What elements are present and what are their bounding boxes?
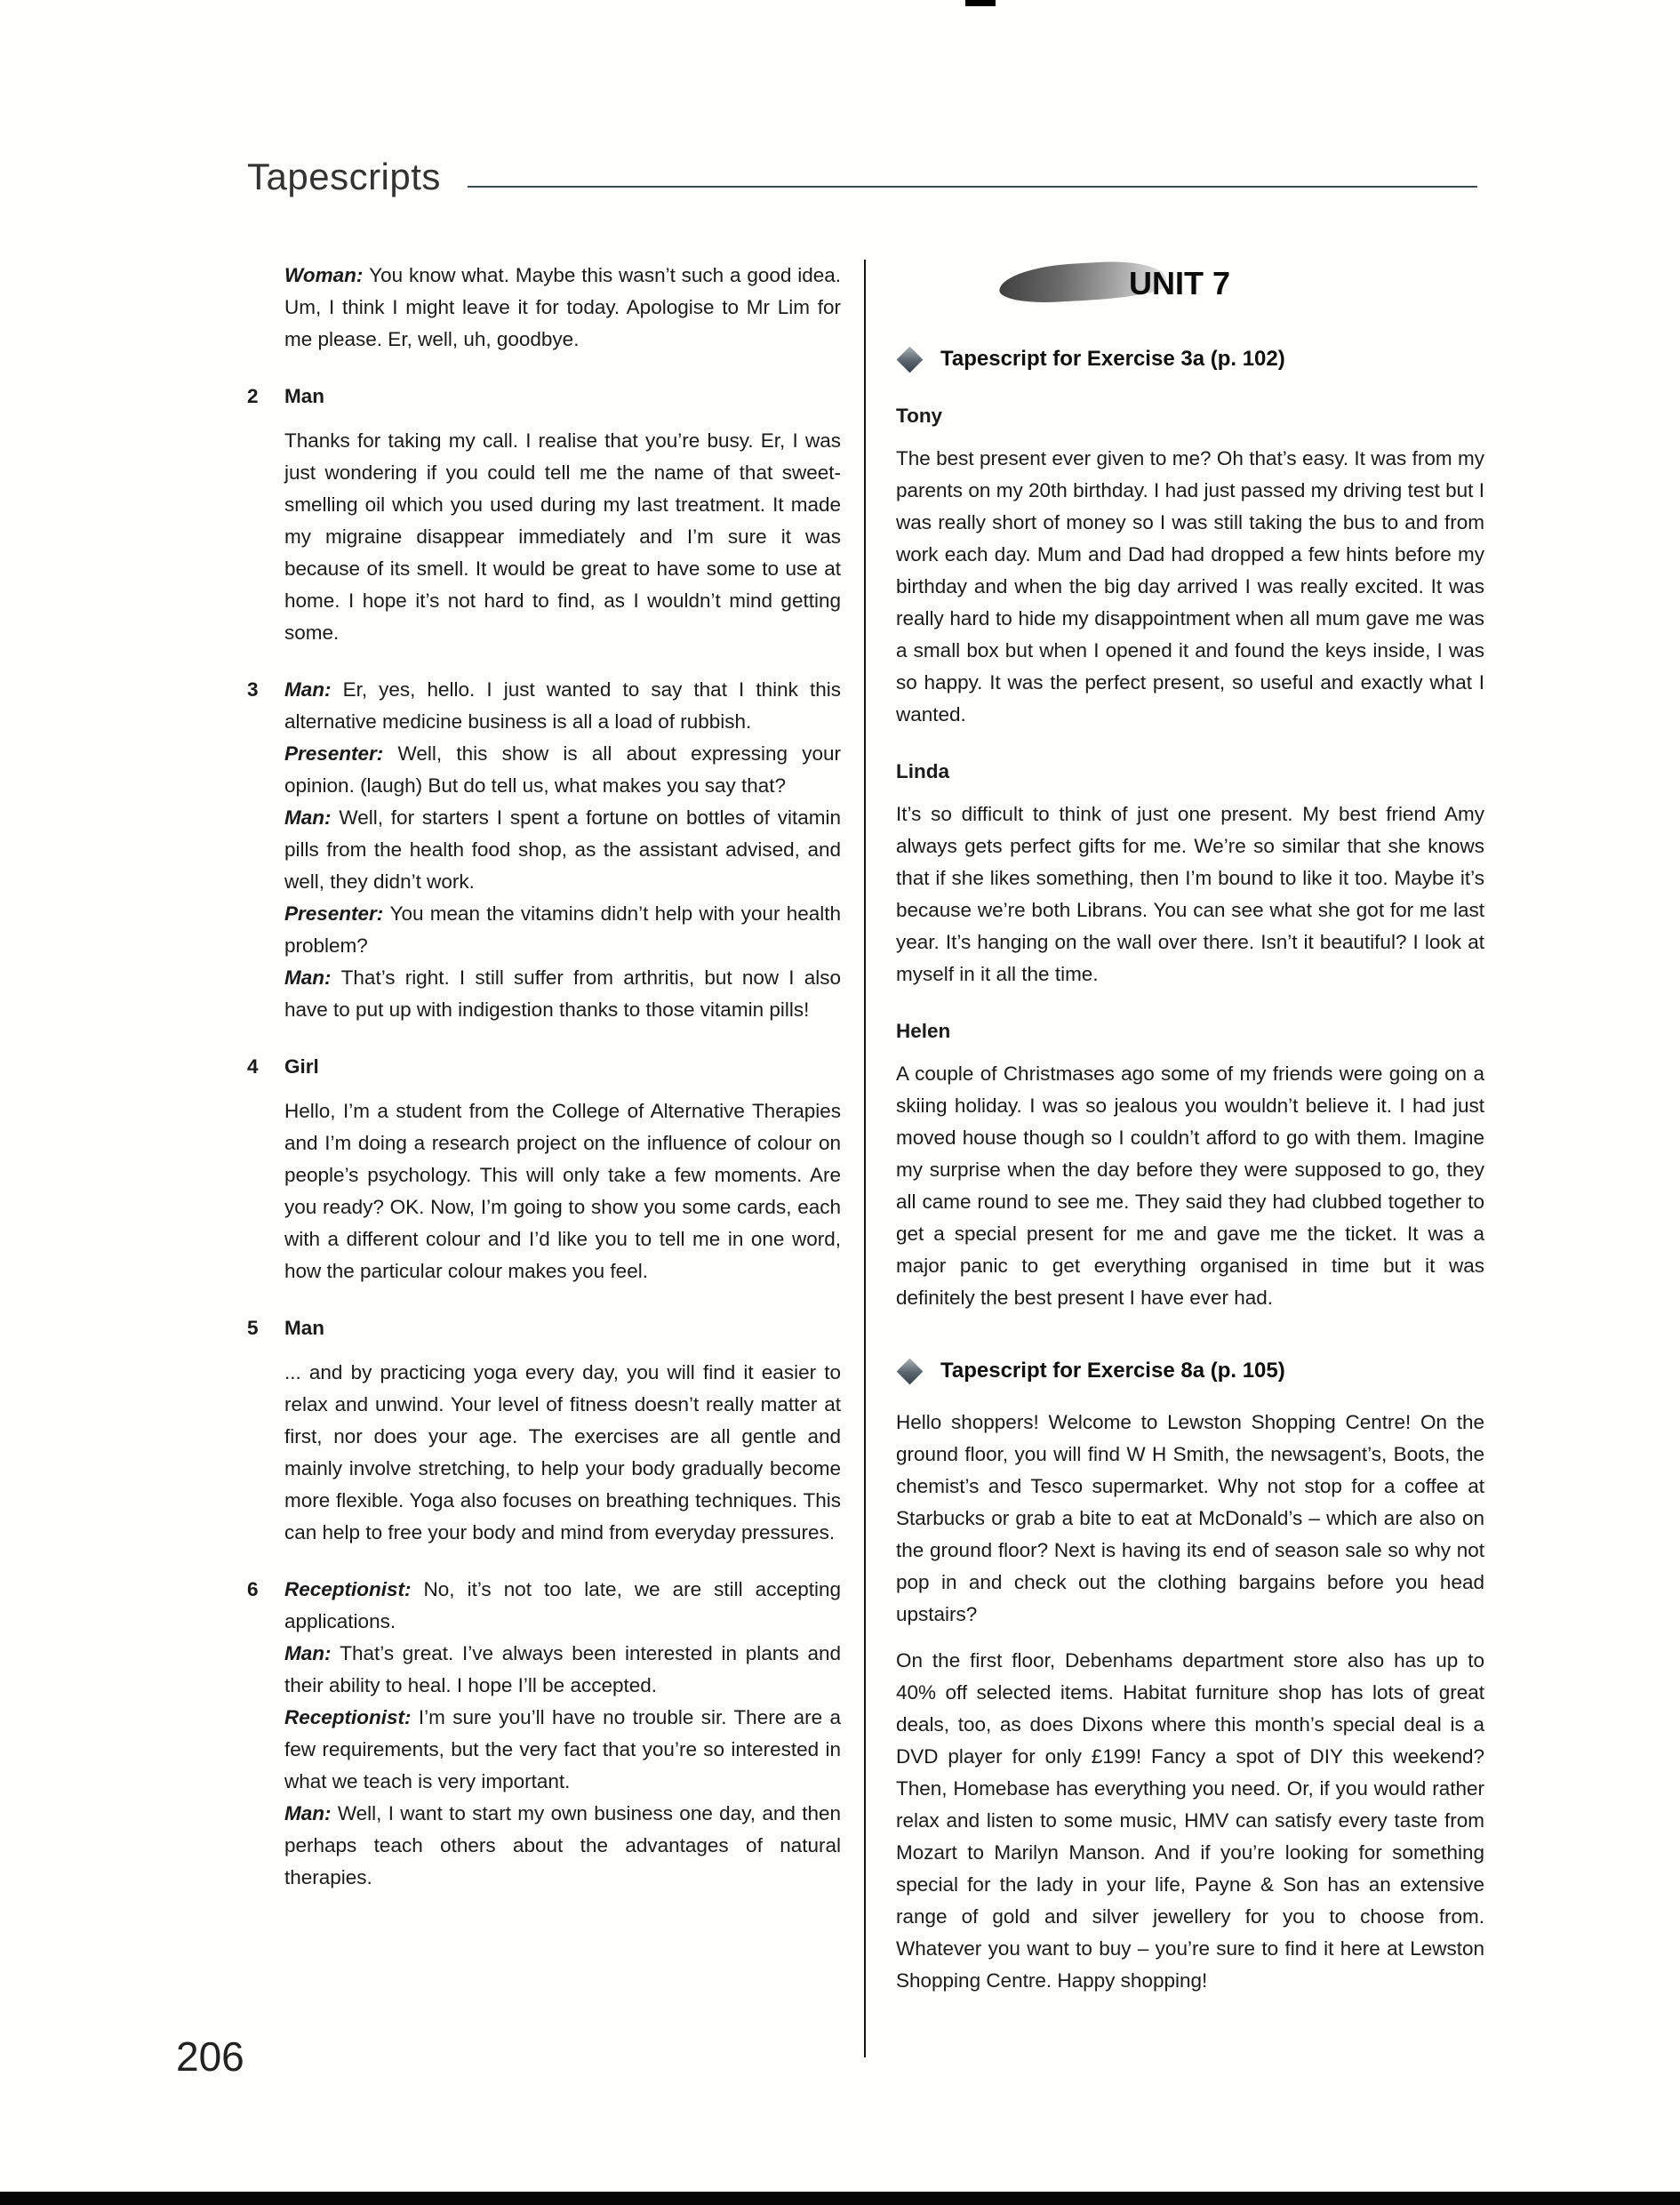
content-columns — [247, 260, 1484, 2057]
speaker-name: Tony — [896, 405, 943, 427]
diamond-icon — [897, 346, 924, 373]
item-number: 2 — [247, 385, 259, 407]
tapescript-section — [896, 343, 1484, 1314]
dialogue-line: Man: That’s great. I’ve always been interested in plants and their ability to heal. I hope I’ll be accepted. — [284, 1642, 841, 1696]
tapescript-block — [247, 381, 841, 649]
left-column — [247, 260, 841, 2057]
item-number: 4 — [247, 1055, 259, 1078]
unit-header — [896, 260, 1484, 318]
item-number: 6 — [247, 1578, 259, 1600]
paragraph: On the first floor, Debenhams department store also has up to 40% off selected items. Habitat furniture shop has lots of great deals, too, as does Dixons where this month’s special deal is a DVD player for only £199! Fancy a spot of DIY this weekend? Then, Homebase has everything you need. Or, if you would rather relax and listen to some music, HMV can satisfy every taste from Mozart to Marilyn Manson. And if you’re looking for something special for the lady in your life, Payne & Son has an extensive range of gold and silver jewellery for you to choose from. Whatever you want to buy – you’re sure to find it here at Lewston Shopping Centre. Happy shopping! — [896, 1649, 1484, 1992]
dialogue-line: Receptionist: No, it’s not too late, we are still accepting applications. — [284, 1578, 841, 1632]
dialogue-line: Man: Er, yes, hello. I just wanted to say that I think this alternative medicine business is all a load of rubbish. — [284, 678, 841, 733]
scan-edge-bar — [0, 2192, 1680, 2205]
dialogue-line: Presenter: You mean the vitamins didn’t help with your health problem? — [284, 902, 841, 957]
right-column — [896, 260, 1484, 2057]
paragraph: A couple of Christmases ago some of my friends were going on a skiing holiday. I was so jealous you wouldn’t believe it. I had just moved house though so I couldn’t afford to go with them. Imagine my surprise when the day before they were supposed to go, they all came round to see me. They said they had clubbed together to get a special present for me and gave me the ticket. It was a major panic to get everything organised in time but it was definitely the best present I have ever had. — [896, 1062, 1484, 1309]
page-number: 206 — [176, 2033, 244, 2080]
column-divider — [864, 260, 866, 2057]
tapescript-block — [247, 674, 841, 1026]
speaker-label: Presenter: — [284, 902, 390, 925]
right-sections — [896, 343, 1484, 1997]
tapescript-section — [896, 1355, 1484, 1997]
section-heading — [896, 343, 1484, 375]
speaker-label: Man: — [284, 966, 341, 989]
dialogue-line: Receptionist: I’m sure you’ll have no trouble sir. There are a few requirements, but the very fact that you’re so interested in what we teach is very important. — [284, 1706, 841, 1792]
speaker-heading: Girl — [284, 1055, 319, 1078]
speaker-label: Receptionist: — [284, 1578, 424, 1600]
paragraph: Hello shoppers! Welcome to Lewston Shopping Centre! On the ground floor, you will find W H Smith, the newsagent’s, Boots, the chemist’s and Tesco supermarket. Why not stop for a coffee at Starbucks or grab a bite to eat at McDonald’s – which are also on the ground floor? Next is having its end of season sale so why not pop in and check out the clothing bargains before you head upstairs? — [896, 1411, 1484, 1625]
speaker-label: Man: — [284, 1802, 338, 1824]
speaker-label: Man: — [284, 1642, 340, 1664]
paragraph: Hello, I’m a student from the College of Alternative Therapies and I’m doing a research project on the influence of colour on people’s psychology. This will only take a few moments. Are you ready? OK. Now, I’m going to show you some cards, each with a different colour and I’d like you to tell me in one word, how the particular colour makes you feel. — [284, 1100, 841, 1282]
page-title: Tapescripts — [247, 156, 441, 197]
tapescript-block — [247, 1574, 841, 1894]
paragraph: It’s so difficult to think of just one present. My best friend Amy always gets perfect gifts for me. We’re so similar that she knows that if she likes something, then I’m bound to like it too. Maybe it’s because we’re both Librans. You can see what she got for me last year. It’s hanging on the wall over there. Isn’t it beautiful? I look at myself in it all the time. — [896, 803, 1484, 985]
tapescript-block — [247, 260, 841, 356]
scan-artifact-top — [965, 0, 996, 6]
tapescript-block — [247, 1312, 841, 1549]
speaker-label: Woman: — [284, 264, 370, 286]
page-header — [247, 156, 1477, 197]
speaker-label: Man: — [284, 806, 340, 829]
dialogue-line: Man: Well, I want to start my own business one day, and then perhaps teach others about the advantages of natural therapies. — [284, 1802, 841, 1888]
speaker-name: Helen — [896, 1020, 951, 1042]
dialogue-line: Man: That’s right. I still suffer from arthritis, but now I also have to put up with indigestion thanks to those vitamin pills! — [284, 966, 841, 1021]
section-heading — [896, 1355, 1484, 1387]
paragraph: The best present ever given to me? Oh that’s easy. It was from my parents on my 20th birthday. I had just passed my driving test but I was really short of money so I was still taking the bus to and from work each day. Mum and Dad had dropped a few hints before my birthday and when the big day arrived I was really excited. It was really hard to hide my disappointment when all mum gave me was a small box but when I opened it and found the keys inside, I was so happy. It was the perfect present, so useful and exactly what I wanted. — [896, 447, 1484, 726]
section-heading-label: Tapescript for Exercise 3a (p. 102) — [940, 347, 1285, 371]
speaker-label: Man: — [284, 678, 343, 701]
diamond-icon — [897, 1358, 924, 1384]
item-number: 5 — [247, 1317, 259, 1339]
item-number: 3 — [247, 678, 259, 701]
unit-label: UNIT 7 — [1129, 265, 1231, 301]
speaker-name: Linda — [896, 760, 949, 782]
dialogue-line: Presenter: Well, this show is all about expressing your opinion. (laugh) But do tell us, what makes you say that? — [284, 742, 841, 797]
tapescript-block — [247, 1051, 841, 1287]
dialogue-line: Man: Well, for starters I spent a fortune on bottles of vitamin pills from the health food shop, as the assistant advised, and well, they didn’t work. — [284, 806, 841, 893]
title-rule — [468, 186, 1477, 188]
speaker-heading: Man — [284, 385, 324, 407]
speaker-heading: Man — [284, 1317, 324, 1339]
dialogue-line: Woman: You know what. Maybe this wasn’t such a good idea. Um, I think I might leave it for today. Apologise to Mr Lim for me please. Er, well, uh, goodbye. — [284, 264, 841, 350]
paragraph: Thanks for taking my call. I realise that you’re busy. Er, I was just wondering if you could tell me the name of that sweet-smelling oil which you used during my last treatment. It made my migraine disappear immediately and I’m sure it was because of its smell. It would be great to have some to use at home. I hope it’s not hard to find, as I wouldn’t mind getting some. — [284, 429, 841, 644]
paragraph: ... and by practicing yoga every day, you will find it easier to relax and unwind. Your level of fitness doesn’t really matter at first, nor does your age. The exercises are all gentle and mainly involve stretching, to help your body gradually become more flexible. Yoga also focuses on breathing techniques. This can help to free your body and mind from everyday pressures. — [284, 1361, 841, 1544]
section-heading-label: Tapescript for Exercise 8a (p. 105) — [940, 1359, 1285, 1383]
speaker-label: Presenter: — [284, 742, 398, 765]
speaker-label: Receptionist: — [284, 1706, 419, 1728]
